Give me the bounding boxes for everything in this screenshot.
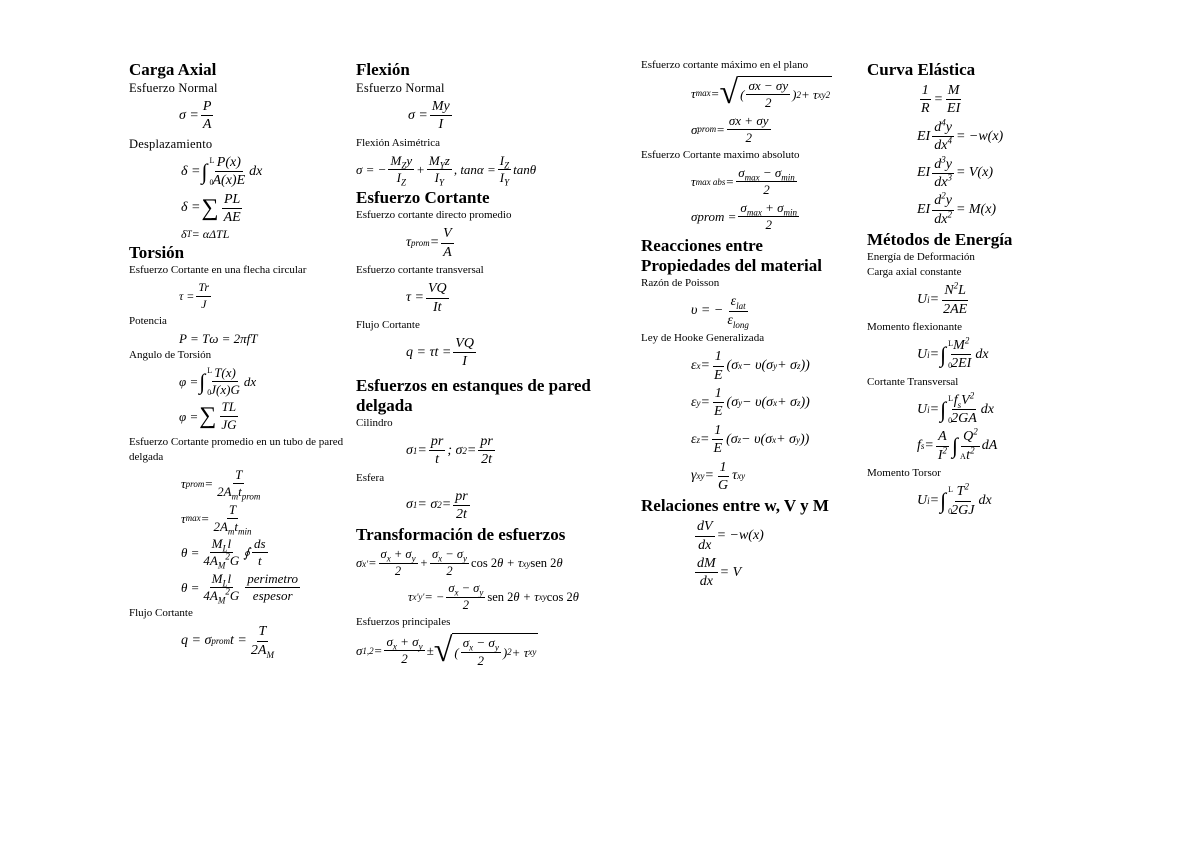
eq-direct: τ prom = V A [406, 226, 452, 260]
eq-gamma: γ xy = 1 G τ xy [691, 459, 746, 493]
eq-displacement-integral: δ = ∫ L 0 P(x) A(x)E dx [181, 154, 263, 189]
eq-tau-prom: τ prom = T $2A_mt_{prom}$ [181, 466, 261, 502]
eq-hooke-x: ε x = 1 E (σ x − υ(σ y + σ z )) [691, 349, 810, 383]
eq-transform-sigma: σ x' = $\sigma_x + \sigma_y$ 2 + $\sigma_x - \sigma_y$ 2 cos 2 θ + τ xy sen 2 θ [356, 547, 563, 579]
section-title-transform: Transformación de esfuerzos [356, 525, 566, 545]
eq-displacement-sum: δ = ∑ PL AE [181, 191, 241, 225]
section-title-energy: Métodos de Energía [867, 230, 1013, 250]
eq-poisson: υ = − $\varepsilon_{lat}$ $\varepsilon_{long}$ [691, 294, 749, 330]
section-title-props: Propiedades del material [641, 256, 822, 276]
section-title-shear: Esfuerzo Cortante [356, 188, 490, 208]
eq-twist-integral: φ = ∫ L 0 T(x) J(x)G dx [179, 364, 257, 398]
label-thin-tube: Esfuerzo Cortante promedio en un tubo de pared delgada [129, 435, 344, 463]
eq-u-torsor: U i = ∫ L 0 $T^2$ 2GJ dx [917, 481, 992, 518]
eq-thermal: δ T = αΔTL [181, 227, 230, 242]
section-title-elastic: Curva Elástica [867, 60, 976, 79]
eq-transverse: τ = VQ It [406, 281, 447, 315]
label-flexion-normal: Esfuerzo Normal [356, 81, 445, 95]
section-title-torsion: Torsión [129, 243, 185, 263]
label-principal: Esfuerzos principales [356, 616, 451, 629]
section-title-axial: Carga Axial [129, 60, 217, 79]
eq-flow-1: q = σ prom t = T $2A_M$ [181, 624, 274, 660]
eq-twist-sum: φ = ∑ TL JG [179, 399, 237, 432]
column-elastic-energy [867, 60, 1047, 521]
column-stress-properties [641, 60, 863, 593]
section-title-tanks: Esfuerzos en estanques de pared delgada [356, 375, 591, 415]
label-torsion-shear: Esfuerzo Cortante en una flecha circular [129, 264, 307, 277]
eq-dmdx: dM dx = V [697, 556, 742, 590]
eq-power: P = Tω = 2πfT [179, 330, 258, 346]
label-direct: Esfuerzo cortante directo promedio [356, 209, 512, 222]
eq-cylinder: σ 1 = pr t ; σ 2 = pr 2t [406, 433, 493, 468]
label-flow: Flujo Cortante [129, 607, 193, 620]
label-hooke: Ley de Hooke Generalizada [641, 332, 765, 345]
column-axial-torsion [129, 60, 354, 661]
eq-d3y: EI $d^3y$ $dx^3$ = V(x) [917, 153, 993, 190]
eq-max-abs: τ max abs = $\sigma_{max} - \sigma_{min}$ 2 [691, 165, 795, 198]
label-asym: Flexión Asimétrica [356, 136, 441, 149]
eq-u-shear: U i = ∫ L 0 $f_sV^2$ 2GA dx [917, 390, 995, 427]
eq-theta-2: θ = $M_Ll$ $4A_M^2G$ perimetro espesor [181, 570, 299, 606]
label-displacement: Desplazamiento [129, 136, 213, 151]
eq-sigma-prom-2: σprom = $\sigma_{max} + \sigma_{min}$ 2 [691, 199, 798, 233]
eq-dvdx: dV dx = −w(x) [697, 519, 764, 553]
label-axial-const: Carga axial constante [867, 266, 962, 279]
label-power: Potencia [129, 314, 167, 327]
eq-torsion-shear: τ = Tr J [179, 280, 210, 311]
eq-principal: σ 1,2 = $\sigma_x + \sigma_y$ 2 ± √ ( $\sigma_x - \sigma_y$ 2 ) 2 + τ xy [356, 631, 537, 669]
label-poisson: Razón de Poisson [641, 277, 720, 290]
label-cylinder: Cilindro [356, 416, 393, 429]
eq-u-axial: U i = $N^2L$ 2AE [917, 280, 968, 317]
eq-sphere: σ 1 = σ 2 = pr 2t [406, 488, 468, 522]
section-title-reactions: Reacciones entre [641, 236, 763, 256]
section-title-flexion: Flexión [356, 60, 410, 79]
eq-asym: σ = − $M_Zy$ $I_Z$ + $M_Yz$ $I_Y$ , tanα = $I_Z$ $I_Y$ tanθ [356, 152, 537, 188]
label-sphere: Esfera [356, 471, 385, 484]
label-max-abs: Esfuerzo Cortante maximo absoluto [641, 149, 800, 162]
eq-hooke-y: ε y = 1 E (σ y − υ(σ x + σ z )) [691, 385, 810, 420]
eq-theta-1: θ = $M_Ll$ $4A_M^2G$ ∮ ds t [181, 536, 266, 571]
eq-curvature: 1 R = M EI [921, 83, 961, 117]
eq-fs: f s = A $I^2$ ∫ A $Q^2$ $t^2$ dA [917, 426, 998, 463]
label-transverse: Esfuerzo cortante transversal [356, 264, 484, 277]
eq-hooke-z: ε z = 1 E (σ z − υ(σ x + σ y )) [691, 422, 810, 457]
eq-max-inplane: τ max = √ ( σx − σy 2 ) 2 + τ xy 2 [691, 74, 831, 112]
label-max-inplane: Esfuerzo cortante máximo en el plano [641, 59, 809, 71]
eq-d2y: EI $d^2y$ $dx^2$ = M(x) [917, 190, 997, 227]
section-title-relations: Relaciones entre w, V y M [641, 496, 829, 516]
eq-u-moment: U i = ∫ L 0 $M^2$ 2EI dx [917, 335, 989, 372]
eq-transform-tau: τ x'y' = − $\sigma_x - \sigma_y$ 2 sen 2 θ + τ xy cos 2 θ [408, 580, 579, 612]
label-torsor: Momento Torsor [867, 467, 941, 480]
eq-flow-2: q = τt = VQ I [406, 335, 474, 370]
label-shear-trans: Cortante Transversal [867, 375, 959, 388]
label-moment: Momento flexionante [867, 320, 963, 333]
label-normal-stress: Esfuerzo Normal [129, 81, 218, 95]
label-flow-2: Flujo Cortante [356, 318, 420, 331]
label-twist: Angulo de Torsión [129, 348, 212, 361]
label-deform: Energía de Deformación [867, 251, 975, 264]
eq-d4y: EI $d^4y$ $dx^4$ = −w(x) [917, 117, 1004, 154]
eq-sigma-prom: σ prom = σx + σy 2 [691, 112, 769, 145]
column-flexion [356, 60, 638, 671]
eq-normal-stress: σ = P A [179, 99, 212, 133]
eq-tau-max: τ max = T $2A_mt_{min}$ [181, 501, 252, 537]
eq-flexion-normal: σ = My I [408, 99, 450, 133]
